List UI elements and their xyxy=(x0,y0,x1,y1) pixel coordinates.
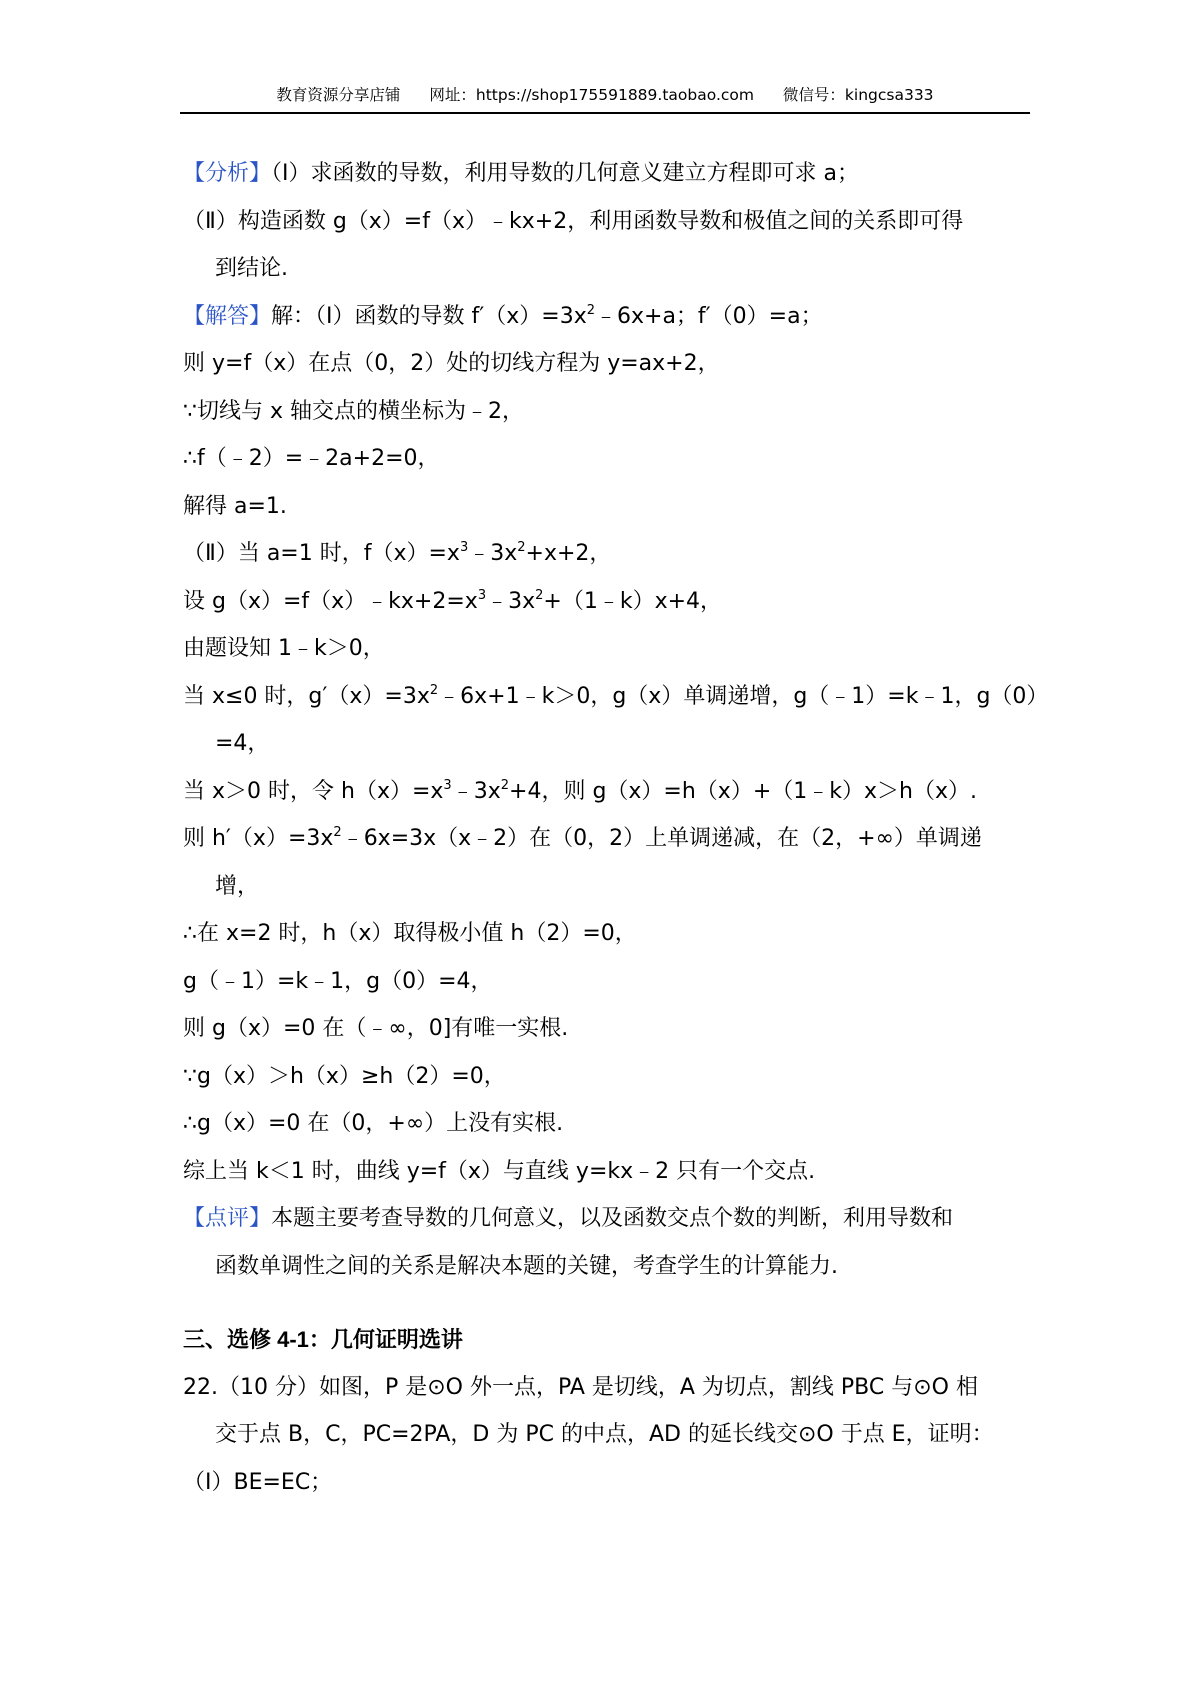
problem-line-2: 交于点 B，C，PC=2PA，D 为 PC 的中点，AD 的延长线交⊙O 于点 E，证明： xyxy=(215,1422,994,1447)
solution-line-4: ∴f（﹣2）=﹣2a+2=0， xyxy=(183,446,440,471)
header-wechat: 微信号：kingcsa333 xyxy=(782,86,934,104)
analysis-text-1: （Ⅰ）求函数的导数，利用导数的几何意义建立方程即可求 a； xyxy=(271,161,859,186)
comment-tag: 【点评】 xyxy=(183,1206,272,1231)
solution-line-13: 增， xyxy=(215,873,260,899)
solution-line-2: 则 y=f（x）在点（0，2）处的切线方程为 y=ax+2， xyxy=(183,351,720,376)
solution-text: +（1﹣k）x+4， xyxy=(543,588,723,614)
superscript: 2 xyxy=(517,540,526,555)
solution-line-6 xyxy=(183,530,1033,578)
comment-text: 本题主要考查导数的几何意义，以及函数交点个数的判断，利用导数和 xyxy=(271,1206,954,1231)
solution-text: +4，则 g（x）=h（x）+（1﹣k）x＞h（x）. xyxy=(509,778,977,804)
superscript: 2 xyxy=(535,587,544,603)
solution-text: +x+2， xyxy=(525,541,612,566)
solution-line-12 xyxy=(183,815,1033,863)
problem-line-3: （Ⅰ）BE=EC； xyxy=(183,1469,333,1495)
header-shop: 教育资源分享店铺 xyxy=(276,86,401,104)
solution-text: 设 g（x）=f（x）﹣kx+2=x xyxy=(183,588,478,614)
solution-text: ﹣3x xyxy=(451,778,501,804)
superscript: 2 xyxy=(586,302,595,318)
solution-line-3: ∵切线与 x 轴交点的横坐标为﹣2， xyxy=(183,398,525,424)
solution-line-1 xyxy=(183,293,1033,341)
analysis-line-3: 到结论. xyxy=(215,256,288,281)
document-body xyxy=(183,150,1049,1506)
superscript: 3 xyxy=(477,587,487,603)
solution-text: 当 x＞0 时，令 h（x）=x xyxy=(183,778,444,804)
superscript: 2 xyxy=(429,682,439,698)
solution-text: 则 h′（x）=3x xyxy=(183,826,334,851)
solution-line-5: 解得 a=1. xyxy=(183,493,287,519)
solution-text: ﹣3x xyxy=(486,588,536,614)
comment-line-1 xyxy=(183,1195,1033,1243)
solution-text: ﹣6x=3x（x﹣2）在（0，2）上单调递减，在（2，+∞）单调递 xyxy=(341,826,982,851)
section-title: 三、选修 4-1：几何证明选讲 xyxy=(183,1327,463,1352)
header-url: 网址：https://shop175591889.taobao.com xyxy=(429,86,754,104)
superscript: 2 xyxy=(500,777,510,793)
solution-line-18: ∴g（x）=0 在（0，+∞）上没有实根. xyxy=(183,1111,564,1136)
superscript: 2 xyxy=(333,825,342,840)
solution-line-7 xyxy=(183,578,1033,626)
solution-line-14: ∴在 x=2 时，h（x）取得极小值 h（2）=0， xyxy=(183,921,637,946)
solution-text: （Ⅱ）当 a=1 时，f（x）=x xyxy=(183,541,460,566)
solution-line-16: 则 g（x）=0 在（﹣∞，0]有唯一实根. xyxy=(183,1016,569,1041)
solution-line-19: 综上当 k＜1 时，曲线 y=f（x）与直线 y=kx﹣2 只有一个交点. xyxy=(183,1158,816,1184)
solution-line-8: 由题设知 1﹣k＞0， xyxy=(183,636,385,661)
analysis-tag: 【分析】 xyxy=(183,161,272,186)
problem-line-1: 22.（10 分）如图，P 是⊙O 外一点，PA 是切线，A 为切点，割线 PBC 与⊙O 相 xyxy=(183,1374,978,1400)
solution-text: 当 x≤0 时，g′（x）=3x xyxy=(183,683,430,709)
solution-text: ﹣3x xyxy=(468,541,518,566)
analysis-line-2: （Ⅱ）构造函数 g（x）=f（x）﹣kx+2，利用函数导数和极值之间的关系即可得 xyxy=(183,208,964,234)
solution-line-15: g（﹣1）=k﹣1，g（0）=4， xyxy=(183,968,493,994)
solution-line-9 xyxy=(183,673,1049,721)
solution-text: ﹣6x+a；f′（0）=a； xyxy=(595,303,823,329)
solution-text: ﹣6x+1﹣k＞0，g（x）单调递增，g（﹣1）=k﹣1，g（0） xyxy=(438,683,1049,709)
superscript: 3 xyxy=(459,540,469,555)
solution-line-10: =4， xyxy=(215,731,270,756)
solution-tag: 【解答】 xyxy=(183,303,272,329)
solution-line-17: ∵g（x）＞h（x）≥h（2）=0， xyxy=(183,1063,506,1089)
superscript: 3 xyxy=(443,777,452,793)
page-header xyxy=(180,84,1030,114)
solution-text: 解：（Ⅰ）函数的导数 f′（x）=3x xyxy=(271,303,587,329)
analysis-line-1 xyxy=(183,150,1033,198)
comment-line-2: 函数单调性之间的关系是解决本题的关键，考查学生的计算能力. xyxy=(215,1253,838,1279)
solution-line-11 xyxy=(183,768,1033,816)
